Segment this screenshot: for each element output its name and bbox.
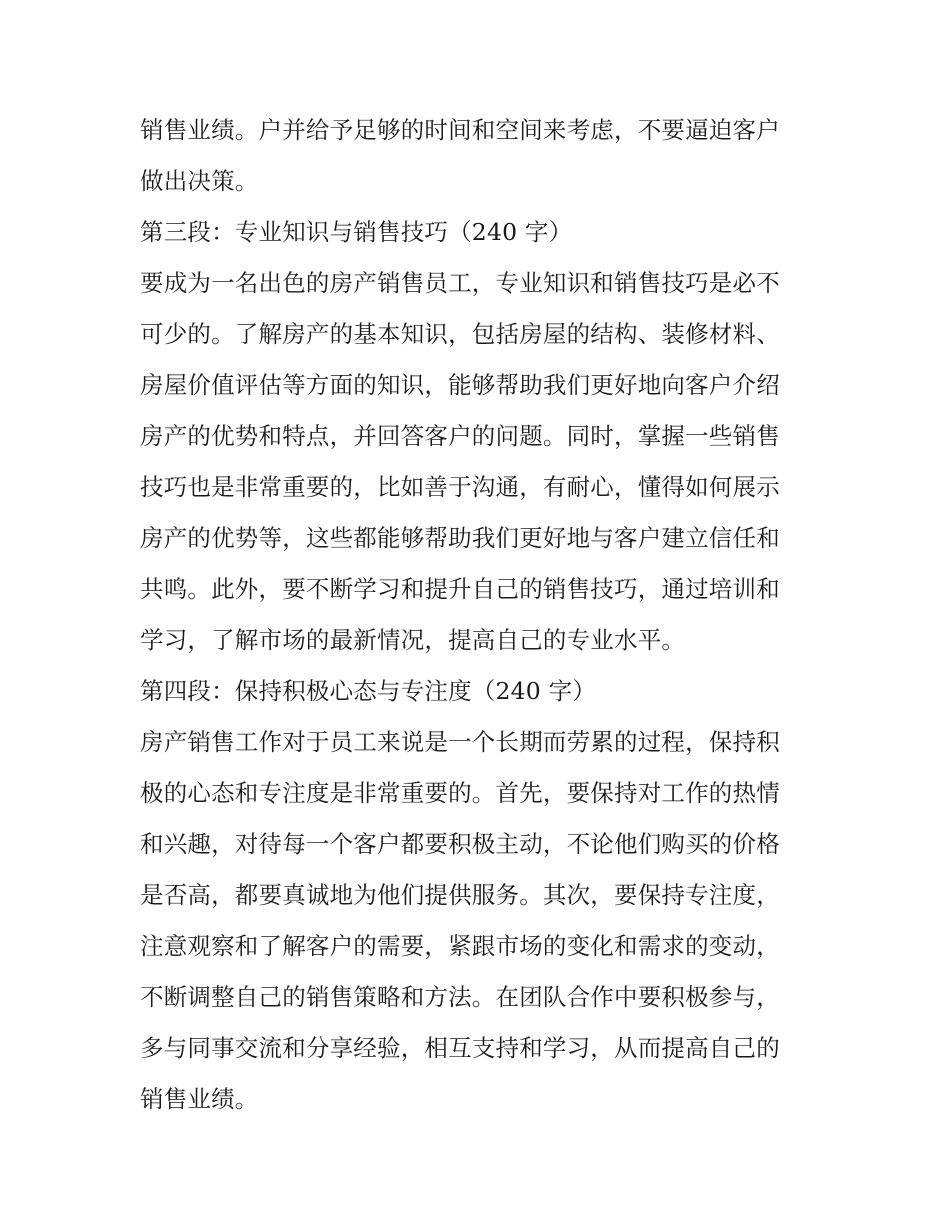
section-heading: 第三段：专业知识与销售技巧（240 字）: [140, 218, 573, 246]
text-line: 学习，了解市场的最新情况，提高自己的专业水平。: [140, 626, 686, 654]
text-line: 房产的优势等，这些都能够帮助我们更好地与客户建立信任和: [140, 524, 780, 552]
text-line: 销售业绩。户并给予足够的时间和空间来考虑，不要逼迫客户: [140, 116, 780, 144]
text-line: 多与同事交流和分享经验，相互支持和学习，从而提高自己的: [140, 1034, 780, 1062]
text-line: 可少的。了解房产的基本知识，包括房屋的结构、装修材料、: [140, 320, 780, 348]
text-line: 房产的优势和特点，并回答客户的问题。同时，掌握一些销售: [140, 422, 780, 450]
text-line: 销售业绩。: [140, 1085, 259, 1113]
text-line: 是否高，都要真诚地为他们提供服务。其次，要保持专注度，: [140, 881, 780, 909]
text-line: 房产销售工作对于员工来说是一个长期而劳累的过程，保持积: [140, 728, 780, 756]
text-line: 和兴趣，对待每一个客户都要积极主动，不论他们购买的价格: [140, 830, 780, 858]
body-text: [140, 105, 815, 1125]
text-line: 共鸣。此外，要不断学习和提升自己的销售技巧，通过培训和: [140, 575, 780, 603]
text-line: 注意观察和了解客户的需要，紧跟市场的变化和需求的变动，: [140, 932, 780, 960]
text-line: 不断调整自己的销售策略和方法。在团队合作中要积极参与，: [140, 983, 780, 1011]
text-line: 要成为一名出色的房产销售员工，专业知识和销售技巧是必不: [140, 269, 780, 297]
text-line: 房屋价值评估等方面的知识，能够帮助我们更好地向客户介绍: [140, 371, 780, 399]
text-line: 极的心态和专注度是非常重要的。首先，要保持对工作的热情: [140, 779, 780, 807]
text-line: 做出决策。: [140, 167, 259, 195]
text-line: 技巧也是非常重要的，比如善于沟通，有耐心，懂得如何展示: [140, 473, 780, 501]
section-heading: 第四段：保持积极心态与专注度（240 字）: [140, 677, 597, 705]
